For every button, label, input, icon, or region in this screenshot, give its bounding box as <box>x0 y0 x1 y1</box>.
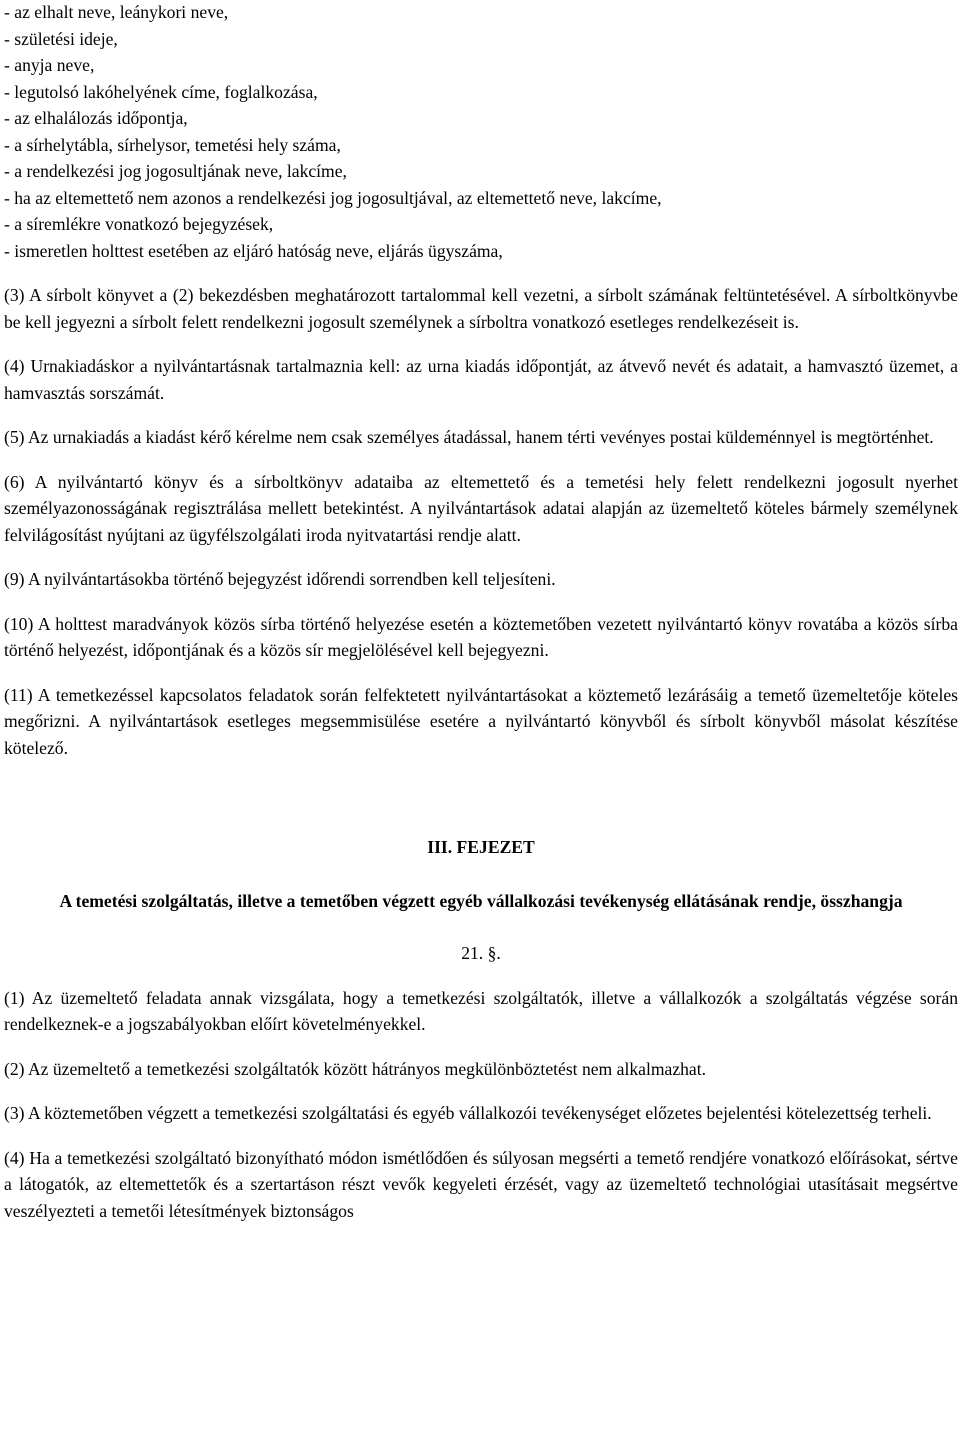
paragraph-11: (11) A temetkezéssel kapcsolatos feladatok során felfektetett nyilvántartásokat a köztemető lezárásáig a temető üzemeltetője köteles megőrizni. A nyilvántartások esetleges megsemmisülése esetére a nyilvántartó könyvből és sírbolt könyvből másolat készítése kötelező. <box>4 684 958 758</box>
paragraph-3: (3) A sírbolt könyvet a (2) bekezdésben meghatározott tartalommal kell vezetni, a sírbolt számának feltüntetésével. A sírboltkönyvbe be kell jegyezni a sírbolt felett rendelkezni jogosult személynek a sírboltra vonatkozó esetleges rendelkezéseit is. <box>4 285 958 332</box>
chapter-title: A temetési szolgáltatás, illetve a temetőben végzett egyéb vállalkozási tevékenység ellátásának rendje, összhangja <box>59 890 903 911</box>
section-21-paragraph-3: (3) A köztemetőben végzett a temetkezési szolgáltatási és egyéb vállalkozói tevékenységet előzetes bejelentési kötelezettség terheli. <box>4 1103 932 1123</box>
list-item: - legutolsó lakóhelyének címe, foglalkozása, <box>4 81 318 102</box>
list-item: - az elhalálozás időpontja, <box>4 108 188 128</box>
record-fields-list <box>4 0 958 264</box>
list-item: - az elhalt neve, leánykori neve, <box>4 2 229 22</box>
paragraph-5: (5) Az urnakiadás a kiadást kérő kérelme nem csak személyes átadással, hanem térti vevényes postai küldeménnyel is megtörténhet. <box>4 427 934 447</box>
list-item: - ha az eltemettető nem azonos a rendelkezési jog jogosultjával, az eltemettető neve, lakcíme, <box>4 187 662 208</box>
section-21-paragraph-2: (2) Az üzemeltető a temetkezési szolgáltatók között hátrányos megkülönböztetést nem alkalmazhat. <box>4 1058 707 1079</box>
list-item: - a síremlékre vonatkozó bejegyzések, <box>4 214 274 234</box>
document-page <box>4 0 958 1224</box>
paragraph-6: (6) A nyilvántartó könyv és a sírboltkönyv adataiba az eltemettető és a temetési hely felett rendelkezni jogosult nyerhet személyazonosságának regisztrálása mellett betekintést. A nyilvántartások adatai alapján az üzemeltető köteles bármely személynek felvilágosítást nyújtani az ügyfélszolgálati iroda nyitvatartási rendje alatt. <box>4 471 958 545</box>
list-item: - a sírhelytábla, sírhelysor, temetési hely száma, <box>4 134 341 155</box>
paragraph-10: (10) A holttest maradványok közös sírba történő helyezése esetén a köztemetőben vezetett nyilvántartó könyv rovatába a közös sírba történő helyezést, időpontjának és a közös sír megjelölésével kell bejegyezni. <box>4 613 958 660</box>
section-number: 21. §. <box>461 943 501 963</box>
section-21-paragraph-1: (1) Az üzemeltető feladata annak vizsgálata, hogy a temetkezési szolgáltatók, illetve a vállalkozók a szolgáltatás végzése során rendelkeznek-e a jogszabályokban előírt követelményekkel. <box>4 987 958 1034</box>
paragraph-4: (4) Urnakiadáskor a nyilvántartásnak tartalmaznia kell: az urna kiadás időpontját, az átvevő nevét és adatait, a hamvasztó üzemet, a hamvasztás sorszámát. <box>4 356 958 403</box>
section-21-paragraph-4: (4) Ha a temetkezési szolgáltató bizonyítható módon ismétlődően és súlyosan megsérti a temető rendjére vonatkozó előírásokat, sértve a látogatók, az eltemettetők és a szertartáson részt vevők kegyeleti érzését, vagy az üzemeltető technológiai utasításait megsértve veszélyezteti a temetői létesítmények biztonságos <box>4 1147 958 1221</box>
list-item: - a rendelkezési jog jogosultjának neve, lakcíme, <box>4 161 347 181</box>
paragraph-9: (9) A nyilvántartásokba történő bejegyzést időrendi sorrendben kell teljesíteni. <box>4 569 556 589</box>
list-item: - születési ideje, <box>4 28 118 49</box>
chapter-heading: III. FEJEZET <box>427 837 535 857</box>
list-item: - ismeretlen holttest esetében az eljáró hatóság neve, eljárás ügyszáma, <box>4 240 503 261</box>
list-item: - anyja neve, <box>4 55 95 75</box>
